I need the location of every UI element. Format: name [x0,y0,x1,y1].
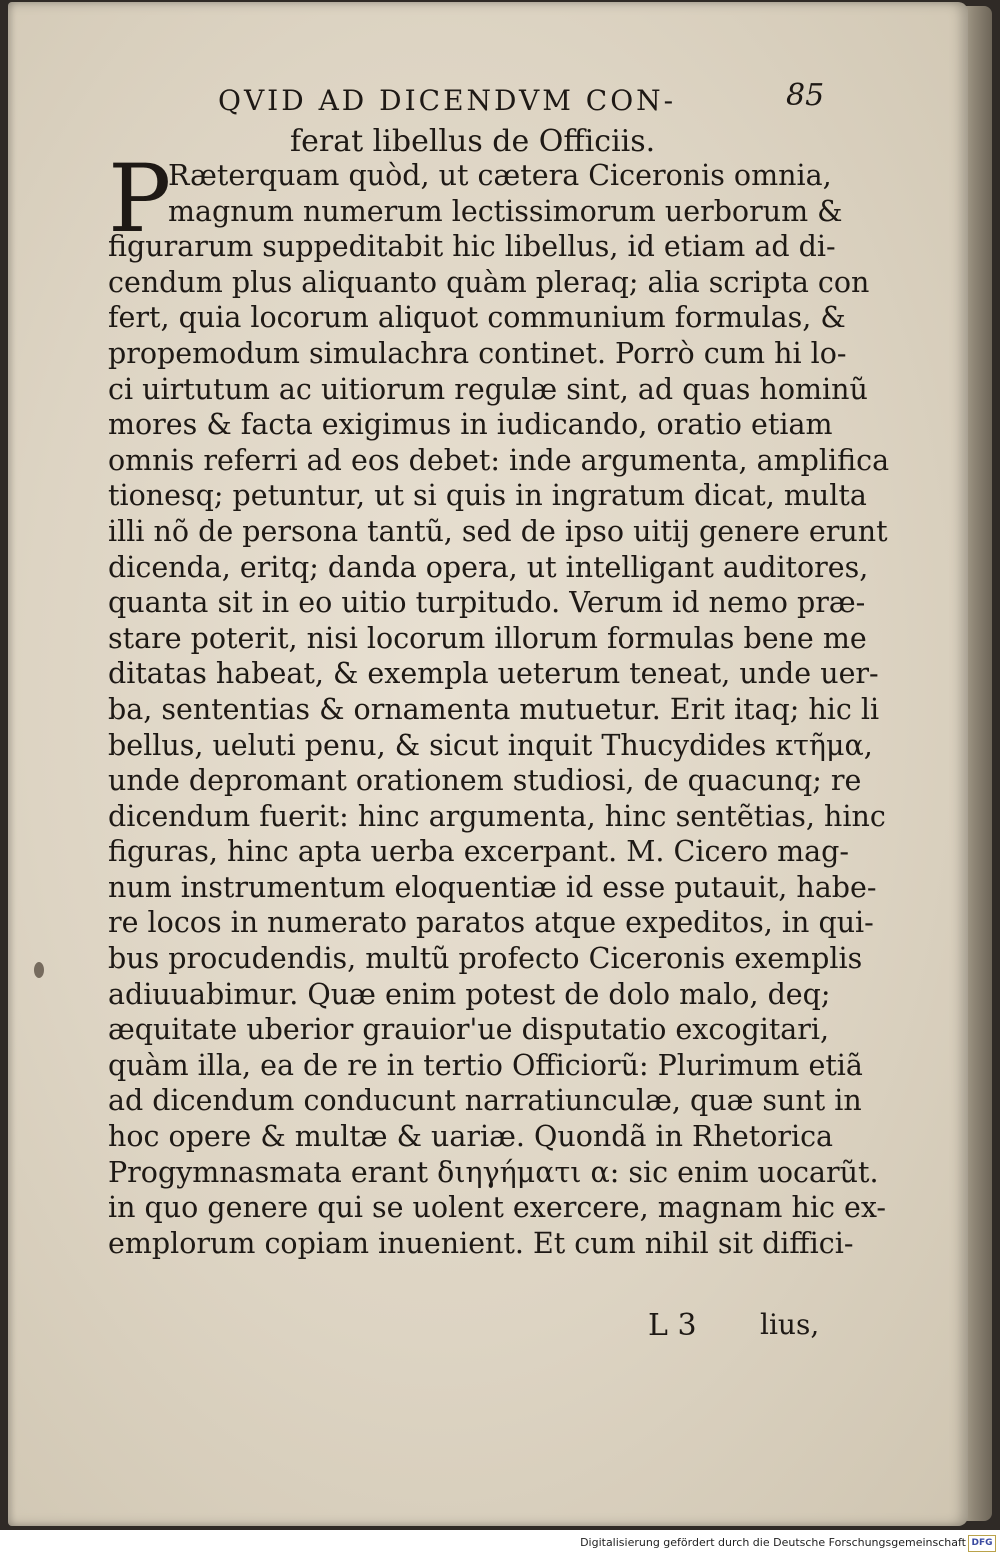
text-line: figurarum suppeditabit hic libellus, id etiam ad di- [108,230,836,264]
text-line: Ræterquam quòd, ut cætera Ciceronis omnia, [168,159,832,192]
text-line: figuras, hinc apta uerba excerpant. M. Cicero mag- [108,835,850,869]
text-line: mores & facta exigimus in iudicando, oratio etiam [108,408,833,442]
signature-mark: L 3 [648,1308,697,1343]
footer-bar [0,1530,1000,1557]
page-number: 85 [786,78,825,113]
ink-smudge [34,962,44,978]
text-line: re locos in numerato paratos atque expeditos, in qui- [108,906,874,940]
body-text [108,145,890,1261]
section-subtitle: ferat libellus de Officiis. [290,124,656,159]
text-line: propemodum simulachra continet. Porrò cum hi lo- [108,336,847,370]
text-line: ci uirtutum ac uitiorum regulæ sint, ad quas hominũ [108,372,868,406]
text-line: bellus, ueluti penu, & sicut inquit Thucydides κτῆμα, [108,728,873,762]
text-line: Progymnasmata erant διηγήματι α: sic enim uocarũt. [108,1155,879,1189]
text-line: quanta sit in eo uitio turpitudo. Verum id nemo præ- [108,586,866,620]
text-line: dicenda, eritq; danda opera, ut intelligant auditores, [108,550,869,584]
text-line: adiuuabimur. Quæ enim potest de dolo malo, deq; [108,977,831,1011]
footer-credit: Digitalisierung gefördert durch die Deutsche Forschungsgemeinschaft [580,1536,966,1549]
text-line: dicendum fuerit: hinc argumenta, hinc sentẽtias, hinc [108,799,886,833]
text-line: num instrumentum eloquentiæ id esse putauit, habe- [108,870,877,904]
text-line: bus procudendis, multũ profecto Ciceronis exemplis [108,942,863,976]
text-line: stare poterit, nisi locorum illorum formulas bene me [108,621,867,655]
text-line: illi nõ de persona tantũ, sed de ipso uitij genere erunt [108,514,888,548]
text-line: magnum numerum lectissimorum uerborum & [168,194,843,228]
catchword: lius, [760,1308,820,1341]
text-line: in quo genere qui se uolent exercere, magnam hic ex- [108,1191,887,1225]
text-line: hoc opere & multæ & uariæ. Quondã in Rhetorica [108,1120,834,1154]
text-line: ad dicendum conducunt narratiunculæ, quæ sunt in [108,1084,862,1118]
text-line: tionesq; petuntur, ut si quis in ingratum dicat, multa [108,479,867,513]
text-line: fert, quia locorum aliquot communium formulas, & [108,301,846,335]
text-line: emplorum copiam inuenient. Et cum nihil sit diffici- [108,1226,854,1260]
text-line: cendum plus aliquanto quàm pleraq; alia scripta con [108,265,870,299]
text-line: ditatas habeat, & exempla ueterum teneat, unde uer- [108,657,879,691]
dfg-logo-icon: DFG [968,1535,996,1552]
running-header: QVID AD DICENDVM CON- [218,84,677,117]
drop-cap: P [108,145,172,254]
text-line: ba, sententias & ornamenta mutuetur. Erit itaq; hic li [108,692,880,726]
text-line: quàm illa, ea de re in tertio Officiorũ: Plurimum etiã [108,1048,863,1082]
text-line: omnis referri ad eos debet: inde argumenta, amplifica [108,443,890,477]
text-line: æquitate uberior grauior'ue disputatio excogitari, [108,1013,830,1047]
text-line: unde depromant orationem studiosi, de quacunq; re [108,764,862,798]
